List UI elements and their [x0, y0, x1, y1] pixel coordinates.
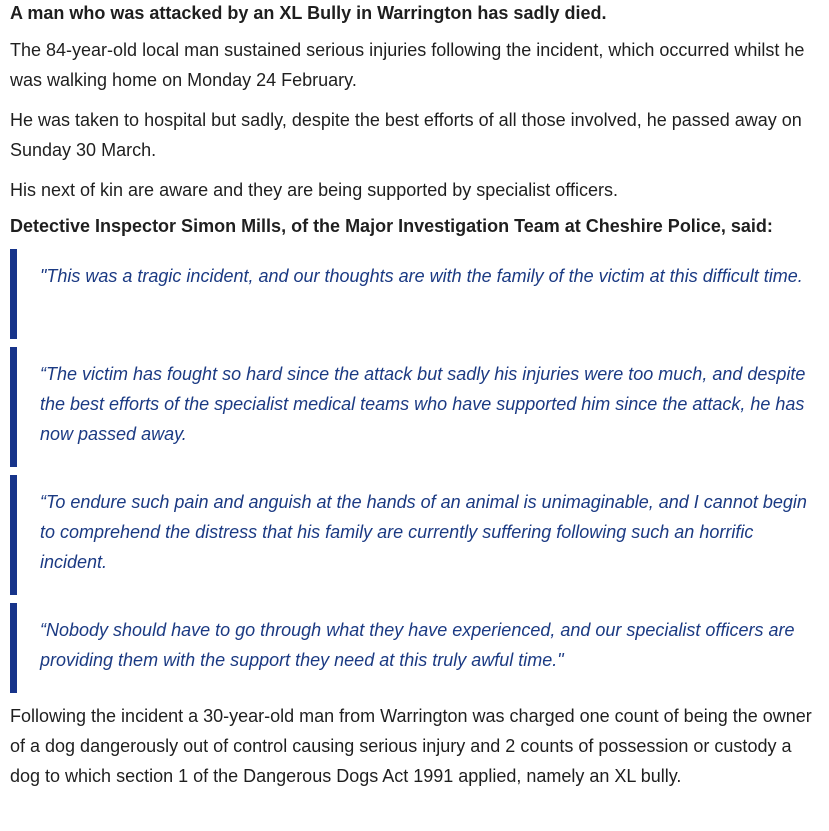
quote-bar — [10, 603, 17, 693]
blockquote-3 — [10, 475, 822, 595]
quote-text-3: “To endure such pain and anguish at the hands of an animal is unimaginable, and I cannot begin to comprehend the distress that his family are currently suffering following such an horrific incident. — [40, 492, 807, 572]
quote-bar — [10, 475, 17, 595]
quote-bar — [10, 249, 17, 339]
quote-text-1: "This was a tragic incident, and our thoughts are with the family of the victim at this difficult time. — [40, 266, 803, 286]
paragraph-hospital: He was taken to hospital but sadly, despite the best efforts of all those involved, he passed away on Sunday 30 March. — [10, 110, 802, 160]
quote-attribution: Detective Inspector Simon Mills, of the Major Investigation Team at Cheshire Police, said: — [10, 216, 773, 236]
blockquote-1 — [10, 249, 822, 339]
paragraph-charges: Following the incident a 30-year-old man from Warrington was charged one count of being the owner of a dog dangerously out of control causing serious injury and 2 counts of possession or custody a dog to which section 1 of the Dangerous Dogs Act 1991 applied, namely an XL bully. — [10, 706, 812, 786]
blockquote-4 — [10, 603, 822, 693]
blockquote-2 — [10, 347, 822, 467]
quote-text-4: “Nobody should have to go through what they have experienced, and our specialist officers are providing them with the support they need at this truly awful time." — [40, 620, 795, 670]
quote-text-2: “The victim has fought so hard since the attack but sadly his injuries were too much, and despite the best efforts of the specialist medical teams who have supported him since the attack, he has now passed away. — [40, 364, 806, 444]
article-headline: A man who was attacked by an XL Bully in Warrington has sadly died. — [10, 3, 607, 23]
quote-bar — [10, 347, 17, 467]
article-body — [10, 0, 822, 791]
paragraph-next-of-kin: His next of kin are aware and they are being supported by specialist officers. — [10, 180, 619, 200]
paragraph-injuries: The 84-year-old local man sustained serious injuries following the incident, which occurred whilst he was walking home on Monday 24 February. — [10, 40, 805, 90]
